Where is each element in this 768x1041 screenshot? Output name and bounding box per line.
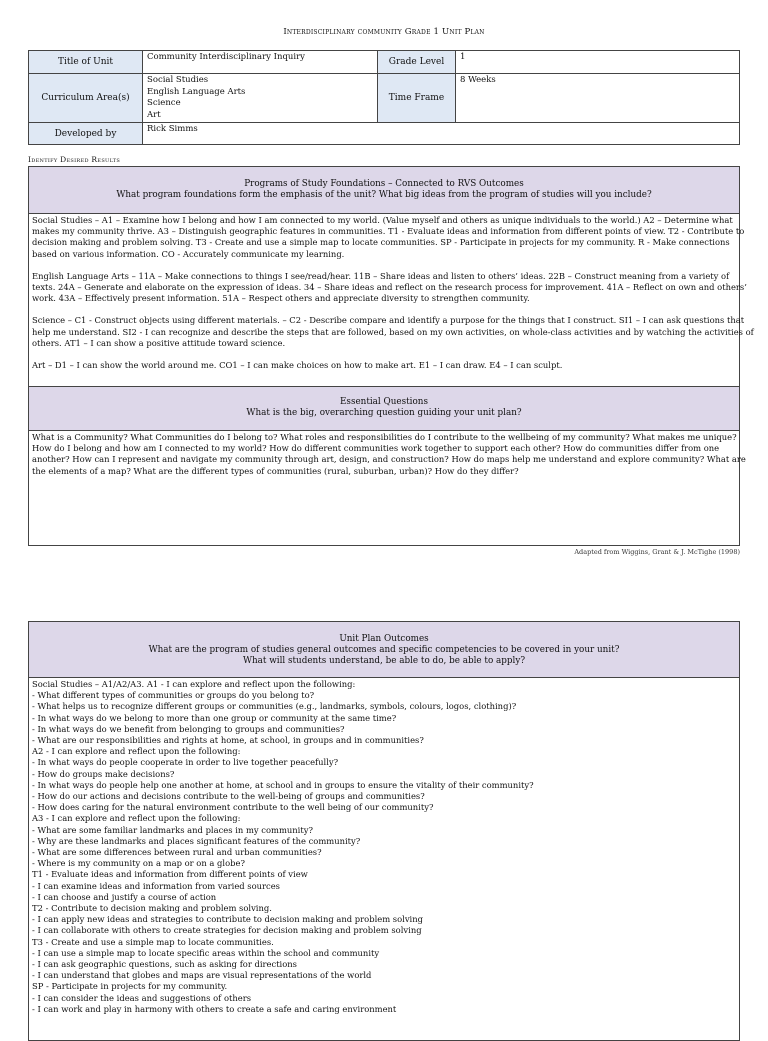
text-line: work. 43A – Effectively present information. 51A – Respect others and appreciate diversity to strengthen community. — [32, 293, 530, 304]
outcome-line: - I can understand that globes and maps are visual representations of the world — [32, 970, 372, 981]
outcome-line: Social Studies – A1/A2/A3. A1 - I can explore and reflect upon the following: — [32, 679, 356, 689]
curriculum-item: Science — [147, 98, 181, 108]
pos-heading: Programs of Study Foundations – Connected to RVS Outcomes — [244, 179, 524, 189]
outcome-line: - I can ask geographic questions, such as asking for directions — [32, 959, 297, 970]
curriculum-item: Social Studies — [147, 75, 209, 85]
pos-art — [32, 360, 736, 371]
title-of-unit-value: Community Interdisciplinary Inquiry — [143, 51, 378, 74]
outcome-line: T2 - Contribute to decision making and problem solving. — [32, 903, 272, 914]
time-frame-label: Time Frame — [378, 74, 456, 123]
text-line: others. AT1 – I can show a positive attitude toward science. — [32, 337, 286, 348]
unit-info-table — [28, 50, 740, 145]
developed-by-value: Rick Simms — [143, 123, 740, 145]
outcome-line: T1 - Evaluate ideas and information from different points of view — [32, 869, 308, 880]
pos-body — [29, 214, 754, 386]
time-frame-value: 8 Weeks — [456, 74, 740, 123]
outcome-line: - I can consider the ideas and suggestions of others — [32, 992, 251, 1003]
outcome-line: - How does caring for the natural environment contribute to the well being of our community? — [32, 802, 434, 813]
eq-subheading: What is the big, overarching question guiding your unit plan? — [246, 408, 522, 418]
text-line: another? How can I represent and navigate my community through art, design, and construction? How do maps help me understand and explore community? What are — [32, 454, 746, 465]
developed-by-label: Developed by — [29, 123, 143, 145]
eq-header — [29, 386, 739, 431]
grade-level-label: Grade Level — [378, 51, 456, 74]
document-title: Interdisciplinary community Grade 1 Unit Plan — [283, 27, 485, 37]
eq-body — [29, 431, 746, 477]
text-line: Social Studies – A1 – Examine how I belong and how I am connected to my world. (Value myself and others as unique individuals to the world.) A2 – Determine what — [32, 215, 733, 225]
text-line: What is a Community? What Communities do I belong to? What roles and responsibilities do I contribute to the wellbeing of my community? What makes me unique? — [32, 432, 737, 442]
outcome-line: - What different types of communities or groups do you belong to? — [32, 690, 315, 701]
outcome-line: - What are our responsibilities and rights at home, at school, in groups and in communities? — [32, 735, 424, 746]
outcome-line: T3 - Create and use a simple map to locate communities. — [32, 936, 274, 947]
grade-level-value: 1 — [456, 51, 740, 74]
desired-results-box — [28, 166, 754, 546]
outcome-line: - In what ways do we benefit from belonging to groups and communities? — [32, 723, 345, 734]
outcome-line: - I can use a simple map to locate specific areas within the school and community — [32, 947, 380, 958]
section-label: Identify Desired Results — [28, 155, 121, 164]
upo-subheading-1: What are the program of studies general outcomes and specific competencies to be covered in your unit? — [148, 645, 620, 655]
unit-plan-outcomes-box — [28, 621, 740, 1041]
text-line: How do I belong and how am I connected to my world? How do different communities work together to support each other? How do communities differ from one — [32, 443, 720, 454]
outcome-line: A3 - I can explore and reflect upon the following: — [32, 813, 241, 824]
curriculum-item: Art — [147, 109, 161, 120]
outcome-line: - I can collaborate with others to create strategies for decision making and problem solving — [32, 925, 422, 936]
eq-heading: Essential Questions — [340, 397, 428, 407]
upo-body — [29, 678, 739, 1015]
text-line: Science – C1 - Construct objects using different materials. – C2 - Describe compare and identify a purpose for the things that I construct. SI1 – I can ask questions that — [32, 315, 745, 326]
pos-header — [29, 167, 739, 214]
pos-subheading: What program foundations form the emphasis of the unit? What big ideas from the program of studies will you include? — [116, 190, 652, 200]
outcome-line: - In what ways do we belong to more than one group or community at the same time? — [32, 712, 397, 723]
curriculum-area-label: Curriculum Area(s) — [29, 74, 143, 123]
upo-heading: Unit Plan Outcomes — [339, 634, 429, 644]
text-line: decision making and problem solving. T3 - Create and use a simple map to locate communities. SP - Participate in projects for my community. R - Make connections — [32, 237, 730, 248]
text-line: help me understand. SI2 - I can recognize and describe the steps that are followed, based on my own activities, on whole-class activities and by watching the activities of — [32, 326, 754, 337]
text-line: makes my community thrive. A3 – Distinguish geographic features in communities. T1 - Evaluate ideas and information from different points of view. T2 - Contribute to — [32, 226, 745, 237]
title-of-unit-label: Title of Unit — [29, 51, 143, 74]
citation: Adapted from Wiggins, Grant & J. McTighe (1998) — [574, 548, 740, 556]
curriculum-area-value — [143, 74, 378, 123]
outcome-line: A2 - I can explore and reflect upon the following: — [32, 746, 241, 757]
text-line: based on various information. CO - Accurately communicate my learning. — [32, 248, 345, 259]
outcome-line: - What are some differences between rural and urban communities? — [32, 847, 322, 858]
outcome-line: - How do groups make decisions? — [32, 768, 175, 779]
outcome-line: - What helps us to recognize different groups or communities (e.g., landmarks, symbols, colours, logos, clothing)? — [32, 701, 517, 712]
text-line: English Language Arts – 11A – Make connections to things I see/read/hear. 11B – Share ideas and listen to others’ ideas. 22B – Construct meaning from a variety of — [32, 270, 730, 281]
outcome-line: - Where is my community on a map or on a globe? — [32, 858, 245, 869]
outcome-line: - I can examine ideas and information from varied sources — [32, 880, 280, 891]
pos-science — [32, 315, 754, 349]
outcome-line: - What are some familiar landmarks and places in my community? — [32, 824, 313, 835]
upo-header — [29, 622, 739, 678]
text-line: the elements of a map? What are the different types of communities (rural, suburban, urban)? How do they differ? — [32, 465, 519, 476]
pos-ela — [32, 270, 747, 305]
outcome-line: - How do our actions and decisions contribute to the well-being of groups and communities? — [32, 791, 425, 802]
text-line: texts. 24A – Generate and elaborate on the expression of ideas. 34 – Share ideas and reflect on the research process for improvement. 41A – Reflect on own and others’ — [32, 282, 747, 293]
outcome-line: - I can apply new ideas and strategies to contribute to decision making and problem solving — [32, 914, 423, 925]
outcome-line: - I can work and play in harmony with others to create a safe and caring environment — [32, 1003, 397, 1014]
outcome-line: - In what ways do people help one another at home, at school and in groups to ensure the vitality of their community? — [32, 779, 534, 790]
outcome-line: SP - Participate in projects for my community. — [32, 981, 228, 992]
text-line: Art – D1 – I can show the world around me. CO1 – I can make choices on how to make art. E1 – I can draw. E4 – I can sculpt. — [32, 360, 563, 371]
outcome-line: - In what ways do people cooperate in order to live together peacefully? — [32, 757, 339, 768]
pos-social-studies — [32, 215, 745, 260]
outcome-line: - I can choose and justify a course of action — [32, 891, 217, 902]
upo-subheading-2: What will students understand, be able to do, be able to apply? — [242, 656, 526, 666]
outcome-line: - Why are these landmarks and places significant features of the community? — [32, 835, 361, 846]
curriculum-item: English Language Arts — [147, 86, 246, 97]
